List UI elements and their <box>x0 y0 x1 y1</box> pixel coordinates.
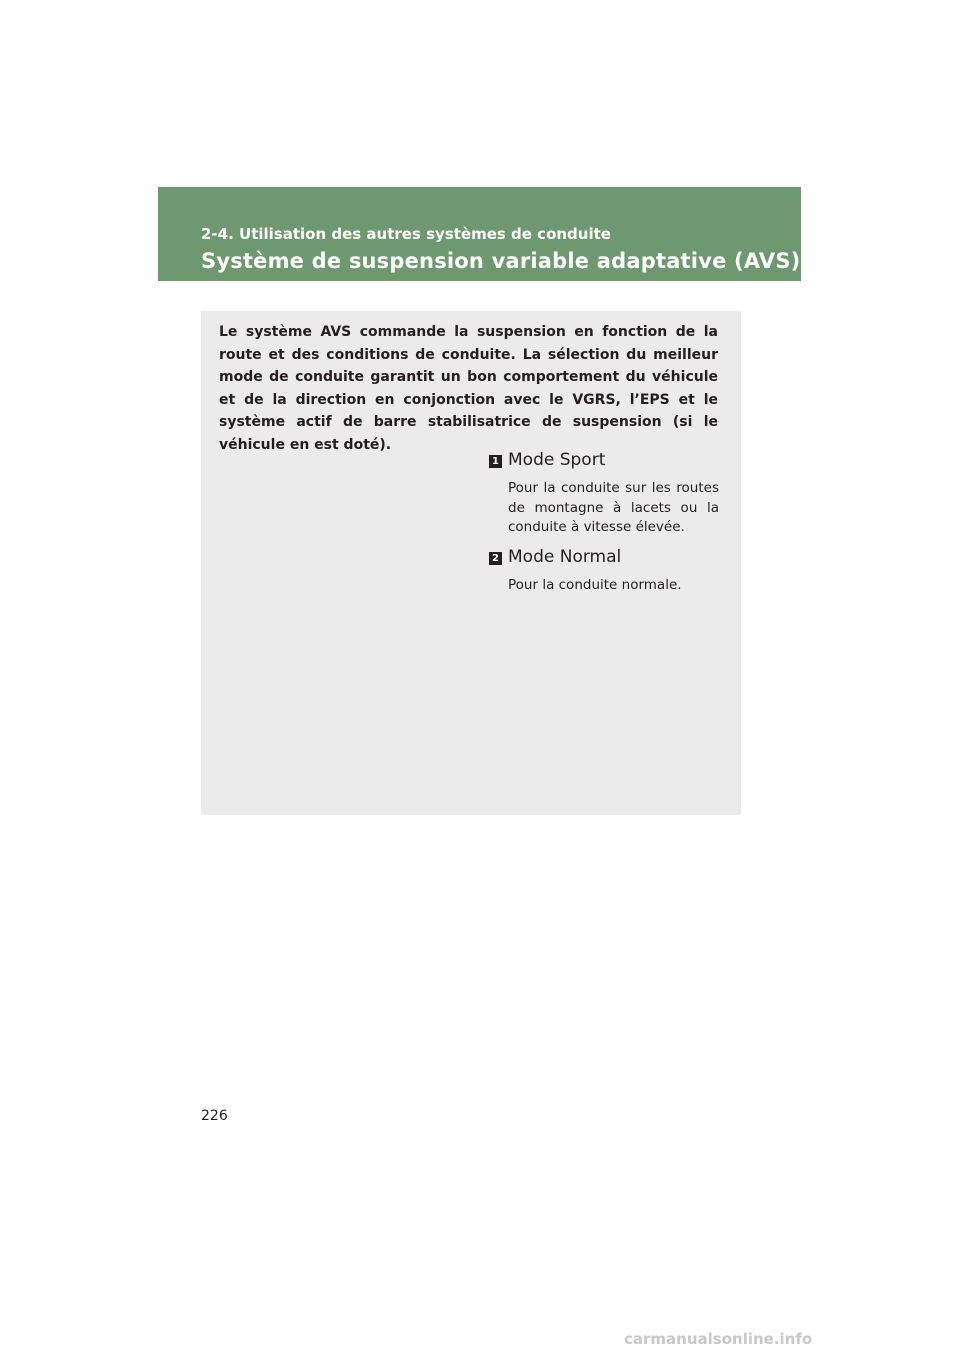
mode-item-normal <box>489 543 719 596</box>
intro-paragraph: Le système AVS commande la suspension en fonction de la route et des conditions de conduite. La sélection du meilleur mode de conduite garantit un bon comportement du véhicule et de la direction en conjonction avec le VGRS, l’EPS et le système actif de barre stabilisatrice de suspension (si le véhicule en est doté). <box>219 324 718 453</box>
watermark: carmanualsonline.info <box>624 1330 813 1348</box>
page-title: Système de suspension variable adaptative (AVS) <box>201 249 801 273</box>
mode-description: Pour la conduite normale. <box>508 577 682 593</box>
mode-title: Mode Sport <box>508 450 606 470</box>
mode-heading <box>489 543 719 567</box>
header-band <box>158 187 801 281</box>
mode-item-sport <box>489 446 719 538</box>
mode-title: Mode Normal <box>508 547 622 567</box>
mode-description: Pour la conduite sur les routes de montagne à lacets ou la conduite à vitesse élevée. <box>508 480 719 535</box>
content-box <box>201 311 741 815</box>
mode-heading <box>489 446 719 470</box>
number-badge: 1 <box>489 455 502 468</box>
page-number: 226 <box>201 1108 228 1124</box>
section-label: 2-4. Utilisation des autres systèmes de conduite <box>201 225 611 243</box>
number-badge: 2 <box>489 552 502 565</box>
